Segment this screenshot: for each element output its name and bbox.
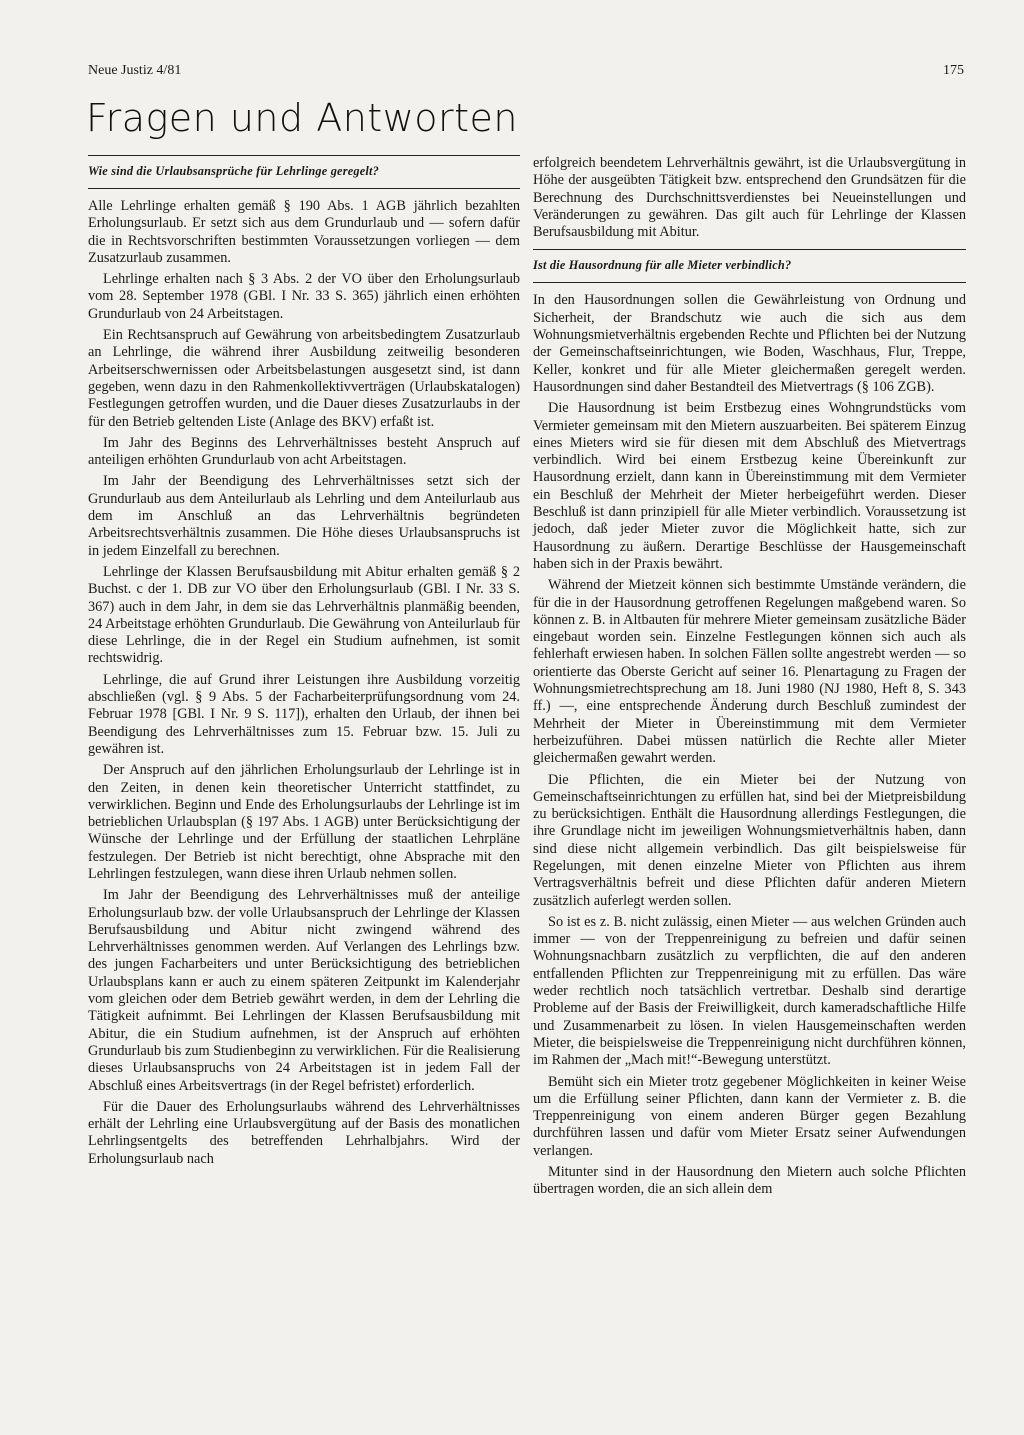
question-heading-hausordnung: Ist die Hausordnung für alle Mieter verbindlich? <box>533 250 966 283</box>
paragraph: Die Pflichten, die ein Mieter bei der Nutzung von Gemeinschaftseinrichtungen zu erfüllen hat, sind bei der Mietpreisbildung zu berücksichtigen. Enthält die Hausordnung allerdings Festlegungen, die ihre Grundlage nicht im jeweiligen Wohnungsmietverhältnis haben, dann sind diese nicht allgemein verbindlich. Das gilt beispielsweise für Regelungen, mit denen einzelne Mieter von Pflichten aus ihrem Vertragsverhältnis befreit und diese Pflichten dafür anderen Mietern zusätzlich auferlegt werden sollen. <box>533 771 966 909</box>
right-column <box>533 155 966 1199</box>
paragraph: Im Jahr der Beendigung des Lehrverhältnisses muß der anteilige Erholungsurlaub bzw. der volle Urlaubsanspruch der Lehrlinge der Klassen Berufsausbildung und Abitur nicht zwingend während des Lehrverhältnisses genommen werden. Auf Verlangen des Lehrlings bzw. des jungen Facharbeiters und unter Berücksichtigung des betrieblichen Urlaubsplans kann er auch zu einem späteren Zeitpunkt im Kalenderjahr vom gleichen oder dem Betrieb gewährt werden, in dem der Lehrling die Tätigkeit aufnimmt. Bei Lehrlingen der Klassen Berufsausbildung mit Abitur, die ein Studium aufnehmen, ist der Anspruch auf erhöhten Grundurlaub bis zum Studienbeginn zu verwirklichen. Für die Realisierung dieses Urlaubsanspruchs von 24 Arbeitstagen ist in jedem Fall der Abschluß eines Arbeitsvertrags (in der Regel befristet) erforderlich. <box>88 887 520 1094</box>
paragraph: Alle Lehrlinge erhalten gemäß § 190 Abs. 1 AGB jährlich bezahlten Erholungsurlaub. Er setzt sich aus dem Grundurlaub und — sofern dafür die in Rechtsvorschriften bestimmten Voraussetzungen vorliegen — dem Zusatzurlaub zusammen. <box>88 198 520 266</box>
journal-header: Neue Justiz 4/81 <box>88 63 182 78</box>
paragraph: Mitunter sind in der Hausordnung den Mietern auch solche Pflichten übertragen worden, die an sich allein dem <box>533 1164 966 1198</box>
paragraph-continuation: erfolgreich beendetem Lehrverhältnis gewährt, ist die Urlaubsvergütung in Höhe der ausgeübten Tätigkeit bzw. entsprechend den Grundsätzen für die Berechnung des Durchschnittsverdienstes bei Neueinstellungen und Veränderungen zu gewähren. Das gilt auch für Lehrlinge der Klassen Berufsausbildung mit Abitur. <box>533 155 966 241</box>
left-column <box>88 155 520 1168</box>
paragraph: Lehrlinge, die auf Grund ihrer Leistungen ihre Ausbildung vorzeitig abschließen (vgl. § 9 Abs. 5 der Facharbeiterprüfungsordnung vom 24. Februar 1978 [GBl. I Nr. 9 S. 117]), erhalten den Urlaub, der ihnen bei Beendigung des Lehrverhältnisses zum 15. Februar bzw. 15. Juli zu gewähren ist. <box>88 671 520 757</box>
paragraph: Der Anspruch auf den jährlichen Erholungsurlaub der Lehrlinge ist in den Zeiten, in denen kein theoretischer Unterricht stattfindet, zu verwirklichen. Beginn und Ende des Erholungsurlaubs der Lehrlinge ist im betrieblichen Urlaubsplan (§ 197 Abs. 1 AGB) unter Berücksichtigung der Wünsche der Lehrlinge und der Erfüllung der staatlichen Lehrpläne festzulegen. Der Betrieb ist nicht berechtigt, ohne Absprache mit den Lehrlingen festzulegen, wann diese ihren Urlaub nehmen sollen. <box>88 762 520 882</box>
paragraph: Ein Rechtsanspruch auf Gewährung von arbeitsbedingtem Zusatzurlaub an Lehrlinge, die während ihrer Ausbildung zeitweilig besonderen Arbeitserschwernissen oder Arbeitsbelastungen ausgesetzt sind, ist dann gegeben, wenn dazu in den Rahmenkollektivverträgen (Urlaubskatalogen) Festlegungen getroffen wurden, und die Dauer dieses Zusatzurlaubs in der für den Betrieb geltenden Liste (Anlage des BKV) erfaßt ist. <box>88 327 520 430</box>
page-number: 175 <box>943 63 964 78</box>
paragraph: Während der Mietzeit können sich bestimmte Umstände verändern, die für die in der Hausordnung getroffenen Regelungen maßgebend waren. So können z. B. in Altbauten für mehrere Mieter gemeinsam zusätzliche Bäder eingebaut worden sein. Einzelne Festlegungen können sich auch als fehlerhaft erwiesen haben. In solchen Fällen sollte angestrebt werden — so orientierte das Oberste Gericht auf seiner 16. Plenartagung zu Fragen der Wohnungsmietrechtsprechung am 18. Juni 1980 (NJ 1980, Heft 8, S. 343 ff.) —, eine entsprechende Änderung durch Beschluß zumindest der Mehrheit der Mieter in Übereinstimmung mit dem Vermieter herbeizuführen. Dabei müssen natürlich die Rechte aller Mieter gleichermaßen gewahrt werden. <box>533 577 966 767</box>
paragraph: Im Jahr des Beginns des Lehrverhältnisses besteht Anspruch auf anteiligen erhöhten Grundurlaub von acht Arbeitstagen. <box>88 434 520 469</box>
paragraph: In den Hausordnungen sollen die Gewährleistung von Ordnung und Sicherheit, der Brandschutz wie auch die sich aus dem Wohnungsmietverhältnis ergebenden Rechte und Pflichten bei der Nutzung der Gemeinschaftseinrichtungen, wie Boden, Waschhaus, Flur, Treppe, Keller, konkret und für alle Mieter gleichermaßen geregelt werden. Hausordnungen sind daher Bestandteil des Mietvertrags (§ 106 ZGB). <box>533 292 966 395</box>
paragraph: Für die Dauer des Erholungsurlaubs während des Lehrverhältnisses erhält der Lehrling eine Urlaubsvergütung auf der Basis des monatlichen Lehrlingsentgelts des betreffenden Lehrhalbjahrs. Wird der Erholungsurlaub nach <box>88 1098 520 1167</box>
question-heading-urlaub: Wie sind die Urlaubsansprüche für Lehrlinge geregelt? <box>88 156 520 189</box>
paragraph: Lehrlinge der Klassen Berufsausbildung mit Abitur erhalten gemäß § 2 Buchst. c der 1. DB zur VO über den Erholungsurlaub (GBl. I Nr. 33 S. 367) auch in dem Jahr, in dem sie das Lehrverhältnis planmäßig beenden, 24 Arbeitstage erhöhten Grundurlaub. Die Gewährung von Anteilurlaub für diese Lehrlinge, die in der Regel ein Studium aufnehmen, ist somit rechtswidrig. <box>88 563 520 667</box>
paragraph: Die Hausordnung ist beim Erstbezug eines Wohngrundstücks vom Vermieter gemeinsam mit den Mietern auszuarbeiten. Bei späterem Einzug eines Mieters wird sie für diesen mit dem Abschluß des Mietvertrags verbindlich. Wird bei einem Erstbezug keine Übereinkunft zur Hausordnung erzielt, dann kann in Übereinstimmung mit dem Vermieter ein Beschluß der Mehrheit der Mieter herbeigeführt werden. Dieser Beschluß ist dann prinzipiell für alle Mieter verbindlich. Voraussetzung ist jedoch, daß jeder Mieter zuvor die Möglichkeit hatte, sich zur Hausordnung zu äußern. Derartige Beschlüsse der Hausgemeinschaft haben sich in der Praxis bewährt. <box>533 400 966 572</box>
paragraph: Lehrlinge erhalten nach § 3 Abs. 2 der VO über den Erholungsurlaub vom 28. September 1978 (GBl. I Nr. 33 S. 365) jährlich einen erhöhten Grundurlaub von 24 Arbeitstagen. <box>88 271 520 322</box>
section-title: Fragen und Antworten <box>86 96 519 140</box>
paragraph: So ist es z. B. nicht zulässig, einen Mieter — aus welchen Gründen auch immer — von der Treppenreinigung zu befreien und dafür seinen Wohnungsnachbarn zusätzlich zu verpflichten, die auf den anderen entfallenden Pflichten zur Treppenreinigung mit zu erfüllen. Das wäre weder rechtlich noch tatsächlich vertretbar. Deshalb sind derartige Probleme auf der Basis der Freiwilligkeit, durch kameradschaftliche Hilfe und Zusammenarbeit zu lösen. In vielen Hausgemeinschaften werden Mieter, die beispielsweise die Treppenreinigung nicht durchführen können, im Rahmen der „Mach mit!“-Bewegung unterstützt. <box>533 913 966 1069</box>
paragraph: Bemüht sich ein Mieter trotz gegebener Möglichkeiten in keiner Weise um die Erfüllung seiner Pflichten, dann kann der Vermieter z. B. die Treppenreinigung von einem anderen Bürger gegen Bezahlung durchführen lassen und dafür vom Mieter Ersatz seiner Aufwendungen verlangen. <box>533 1073 966 1159</box>
paragraph: Im Jahr der Beendigung des Lehrverhältnisses setzt sich der Grundurlaub aus dem Anteilurlaub als Lehrling und dem Anteilurlaub aus dem im Anschluß an das Lehrverhältnis begründeten Arbeitsrechtsverhältnis zusammen. Die Höhe dieses Urlaubsanspruchs ist in jedem Einzelfall zu berechnen. <box>88 473 520 559</box>
